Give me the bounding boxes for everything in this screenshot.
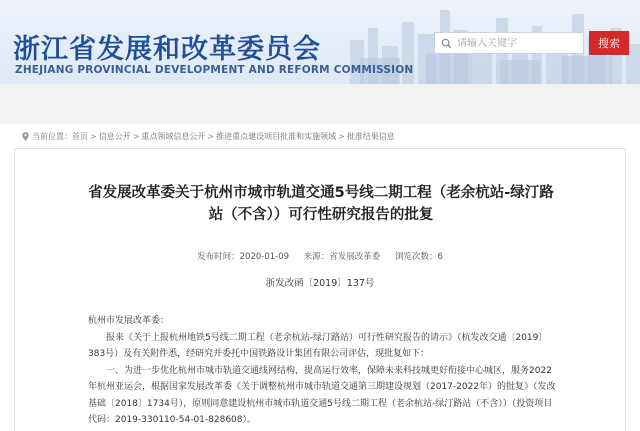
nav-band — [0, 84, 640, 124]
document-number: 浙发改函〔2019〕137号 — [265, 278, 375, 289]
breadcrumb-separator: > — [207, 131, 215, 141]
breadcrumb-separator: > — [338, 131, 345, 141]
breadcrumb — [22, 130, 395, 142]
breadcrumb-home[interactable]: 首页 — [72, 131, 88, 141]
breadcrumb-key-areas[interactable]: 重点领域信息公开 — [141, 131, 206, 141]
breadcrumb-separator: > — [132, 131, 140, 141]
search-icon — [435, 38, 457, 49]
article-paragraph: 一、为进一步优化杭州市城市轨道交通线网结构，提高运行效率，保障未来科技城更好衔接中心城区，服务2022年杭州亚运会，根据国家发展改革委《关于调整杭州市城市轨道交通第三期建设规划（2017-2022年）的批复》（发改基础〔2018〕1734号），原则同意建设杭州市城市轨道交通5号线二期工程（老余杭站-绿汀路站（不含））（投资项目代码：2019-330110-54-01-828608）。 — [88, 365, 556, 425]
breadcrumb-key-projects[interactable]: 推进重点建设项目批准和实施领域 — [216, 131, 337, 141]
breadcrumb-separator: > — [90, 131, 97, 141]
breadcrumb-prefix: 当前位置： — [32, 131, 72, 141]
search-box — [434, 32, 584, 54]
article-views: 浏览次数：6 — [394, 252, 443, 262]
article-date: 发布时间：2020-01-09 — [197, 252, 290, 262]
article-title: 省发展改革委关于杭州市城市轨道交通5号线二期工程（老余杭站-绿汀路站（不含））可行性研究报告的批复 — [88, 185, 554, 223]
site-subtitle: ZHEJIANG PROVINCIAL DEVELOPMENT AND REFORM COMMISSION — [15, 64, 414, 76]
article-source: 来源：省发展改革委 — [303, 252, 381, 262]
article-addressee: 杭州市发展改革委： — [88, 316, 170, 326]
site-title: 浙江省发展和改革委员会 — [13, 34, 321, 65]
search-input[interactable] — [457, 38, 577, 49]
breadcrumb-approval-results[interactable]: 批准结果信息 — [346, 131, 395, 141]
article-body — [88, 313, 558, 429]
search-button[interactable]: 搜索 — [589, 31, 629, 55]
article-meta — [0, 250, 640, 262]
site-header — [0, 0, 640, 84]
location-pin-icon — [22, 132, 29, 141]
breadcrumb-info-disclosure[interactable]: 信息公开 — [98, 131, 131, 141]
article-paragraph: 报来《关于上报杭州地铁5号线二期工程（老余杭站-绿汀路站）可行性研究报告的请示》（杭发改交通〔2019〕383号）及有关附件悉，经研究并委托中国铁路设计集团有限公司评估，现批复如下： — [88, 332, 548, 359]
